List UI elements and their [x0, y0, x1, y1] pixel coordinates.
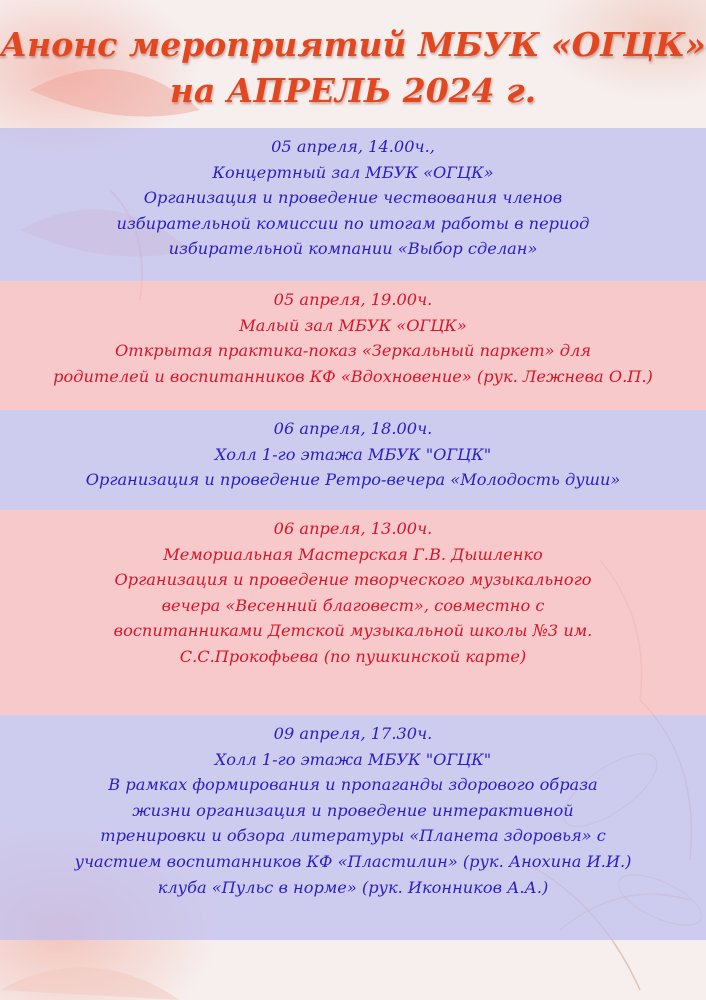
title-line-1: Анонс мероприятий МБУК «ОГЦК» [0, 25, 706, 64]
event-description-line: участием воспитанников КФ «Пластилин» (рук. Анохина И.И.) [74, 851, 632, 871]
event-venue: Мемориальная Мастерская Г.В. Дышленко [163, 544, 543, 564]
event-venue: Концертный зал МБУК «ОГЦК» [212, 162, 494, 182]
event-block-3 [0, 410, 706, 510]
event-description-line: воспитанниками Детской музыкальной школы №3 им. [113, 621, 593, 641]
event-block-2 [0, 281, 706, 410]
event-description-line: В рамках формирования и пропаганды здорового образа [108, 775, 598, 795]
poster-title [0, 22, 706, 114]
event-block-4 [0, 510, 706, 715]
event-venue: Холл 1-го этажа МБУК "ОГЦК" [214, 444, 492, 464]
event-block-1 [0, 128, 706, 281]
title-line-2: на АПРЕЛЬ 2024 г. [169, 71, 537, 110]
event-date-time: 09 апреля, 17.30ч. [273, 724, 433, 743]
event-description-line: родителей и воспитанников КФ «Вдохновение» (рук. Лежнева О.П.) [53, 366, 653, 386]
event-description-line: Организация и проведение творческого музыкального [114, 570, 592, 590]
event-description-line: Организация и проведение Ретро-вечера «Молодость души» [85, 470, 621, 490]
event-date-time: 05 апреля, 14.00ч., [271, 137, 435, 156]
event-venue: Холл 1-го этажа МБУК "ОГЦК" [214, 749, 492, 769]
event-date-time: 06 апреля, 18.00ч. [273, 419, 433, 438]
event-description-line: Открытая практика-показ «Зеркальный паркет» для [115, 341, 591, 361]
event-description-line: тренировки и обзора литературы «Планета здоровья» с [100, 826, 606, 846]
event-description-line: жизни организация и проведение интерактивной [132, 800, 574, 820]
event-description-line: избирательной компании «Выбор сделан» [168, 239, 538, 259]
event-date-time: 05 апреля, 19.00ч. [273, 290, 433, 309]
event-venue: Малый зал МБУК «ОГЦК» [239, 315, 467, 335]
event-description-line: избирательной комиссии по итогам работы в период [116, 213, 590, 233]
event-date-time: 06 апреля, 13.00ч. [273, 519, 433, 538]
event-description-line: клуба «Пульс в норме» (рук. Иконников А.А.) [157, 877, 549, 897]
event-description-line: Организация и проведение чествования членов [143, 188, 563, 208]
event-block-5 [0, 715, 706, 940]
event-description-line: С.С.Прокофьева (по пушкинской карте) [179, 646, 527, 666]
event-description-line: вечера «Весенний благовест», совместно с [161, 595, 545, 615]
